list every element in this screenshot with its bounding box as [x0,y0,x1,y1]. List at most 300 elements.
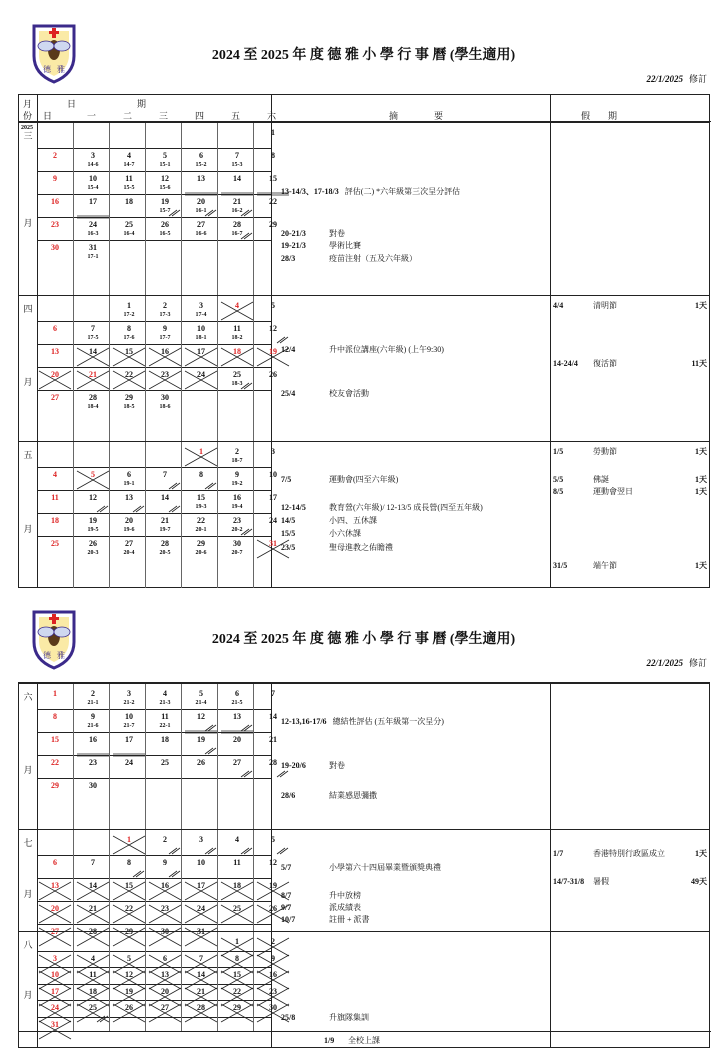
event-text: 升中放榜 [329,891,361,900]
mark-icon [147,880,183,902]
cycle-day: 18-3 [231,381,243,387]
weekday-2: 二 [123,111,133,121]
day-number: 11 [233,858,241,867]
event-date: 12/4 [281,345,296,354]
day-number: 1 [53,689,57,698]
day-number: 17 [197,881,205,890]
holiday-item [553,876,707,887]
calendar-day [147,538,183,560]
day-number: 5 [271,301,275,310]
cycle-day: 17-4 [195,312,207,318]
day-number: 3 [199,835,203,844]
calendar-day [75,219,111,241]
calendar-day [75,492,111,514]
cycle-day: 18-4 [87,404,99,410]
calendar-day [183,446,219,468]
day-number: 27 [125,539,133,548]
day-number: 14 [269,712,277,721]
header-date-top2: 期 [137,99,147,109]
day-number: 12 [89,493,97,502]
day-number: 14 [161,493,169,502]
calendar-day [255,446,291,468]
month-label: 月 [23,765,33,775]
mark-icon [37,1019,73,1041]
calendar-day [111,734,147,756]
day-number: 20 [125,516,133,525]
day-number: 13 [197,174,205,183]
calendar-day [219,150,255,172]
holiday-days: 1天 [695,475,707,484]
day-number: 12 [125,970,133,979]
event-item [281,1012,369,1023]
day-number: 22 [51,758,59,767]
holiday-name: 佛誕 [593,475,609,484]
cycle-day: 16-4 [123,231,135,237]
cycle-day: 14-7 [123,162,135,168]
cycle-day: 20-1 [195,527,207,533]
event-date: 28/3 [281,254,296,263]
cycle-day: 19-3 [195,504,207,510]
month-label: 月 [23,990,33,1000]
day-number: 19 [269,881,277,890]
cycle-day: 19-7 [159,527,171,533]
event-text: 升中派位講座(六年級) (上午9:30) [329,345,444,354]
calendar-day [37,515,73,537]
day-number: 10 [197,858,205,867]
event-item [281,760,345,771]
calendar-day [183,880,219,902]
day-number: 28 [161,539,169,548]
day-number: 19 [197,735,205,744]
calendar-day [183,734,219,756]
cycle-day: 20-4 [123,550,135,556]
calendar-day [37,1019,73,1041]
day-number: 10 [51,970,59,979]
event-text: 校友會活動 [329,389,369,398]
day-number: 9 [163,858,167,867]
calendar-day [219,834,255,856]
holiday-name: 清明節 [593,301,617,310]
holiday-name: 香港特別行政區成立 [593,849,665,858]
day-number: 12 [161,174,169,183]
event-text: 小學第六十四屆畢業暨頒獎典禮 [329,863,441,872]
mark-icon [219,757,255,779]
calendar-day [111,300,147,322]
calendar-day [37,346,73,368]
holiday-days: 49天 [691,877,707,886]
event-item [281,240,361,251]
event-text: 教育營(六年級)/ 12-13/5 成長營(四至五年級) [329,503,483,512]
day-number: 7 [91,858,95,867]
calendar-day [147,903,183,925]
day-number: 10 [197,324,205,333]
day-number: 18 [233,881,241,890]
calendar-day [147,711,183,733]
day-number: 26 [161,220,169,229]
calendar-day [75,857,111,879]
calendar-day [111,711,147,733]
day-number: 8 [127,324,131,333]
header-summary: 摘 要 [389,111,444,121]
day-number: 26 [125,1003,133,1012]
holiday-days: 1天 [695,447,707,456]
month-label: 三 [23,131,33,141]
cycle-day: 19-4 [231,504,243,510]
day-number: 22 [233,986,241,996]
calendar-day [75,446,111,468]
calendar-day [183,903,219,925]
calendar-day [147,323,183,345]
calendar-day [255,834,291,856]
event-date: 10/7 [281,915,296,924]
calendar-day [219,323,255,345]
calendar-day [111,538,147,560]
cycle-day: 15-2 [195,162,207,168]
mark-icon [183,711,219,733]
mark-icon [219,369,255,391]
calendar-day [147,515,183,537]
calendar-day [183,369,219,391]
calendar-day [111,150,147,172]
calendar-day [183,757,219,779]
cycle-day: 14-6 [87,162,99,168]
holiday-date: 31/5 [553,561,568,570]
cycle-day: 17-5 [87,335,99,341]
calendar-day [219,242,255,264]
day-number: 18 [161,735,169,744]
calendar-day [255,127,291,149]
mark-icon [147,834,183,856]
mark-icon [111,734,147,756]
day-number: 24 [51,1003,59,1012]
mark-icon [147,903,183,925]
day-number: 14 [89,347,97,356]
day-number: 29 [233,1003,241,1012]
day-number: 26 [89,539,97,548]
day-number: 20 [51,370,59,379]
mark-icon [219,219,255,241]
day-number: 30 [161,927,169,936]
event-text: 派成績表 [329,903,361,912]
calendar-day [219,469,255,491]
calendar-day [37,369,73,391]
day-number: 15 [125,347,133,356]
day-number: 8 [127,858,131,867]
cycle-day: 20-7 [231,550,243,556]
day-number: 16 [89,735,97,744]
day-number: 8 [235,953,239,963]
day-number: 28 [269,758,277,767]
event-item [281,502,483,513]
day-number: 8 [199,470,203,479]
cycle-day: 21-5 [231,700,243,706]
calendar-day [37,834,73,856]
calendar-day [75,300,111,322]
day-number: 19 [161,197,169,206]
mark-icon [147,196,183,218]
day-number: 5 [91,470,95,479]
event-date: 19-20/6 [281,761,306,770]
calendar-day [37,446,73,468]
day-number: 4 [53,470,57,479]
mark-icon [183,369,219,391]
calendar-day [183,242,219,264]
mark-icon [219,173,255,195]
mark-icon [147,857,183,879]
cycle-day: 18-1 [195,335,207,341]
calendar-day [183,300,219,322]
day-number: 10 [269,470,277,479]
cycle-day: 21-1 [87,700,99,706]
cycle-day: 19-6 [123,527,135,533]
month-label: 月 [23,524,33,534]
day-number: 26 [269,904,277,913]
calendar-day [37,711,73,733]
calendar-day [219,173,255,195]
mark-icon [147,346,183,368]
day-number: 3 [127,689,131,698]
event-item [281,862,441,873]
calendar-day [75,173,111,195]
calendar-day [219,127,255,149]
holiday-name: 復活節 [593,359,617,368]
calendar-day [75,780,111,802]
day-number: 24 [269,516,277,525]
cycle-day: 16-3 [87,231,99,237]
cycle-day: 17-6 [123,335,135,341]
day-number: 14 [89,881,97,890]
day-number: 7 [163,470,167,479]
mark-icon [111,369,147,391]
calendar-day [111,857,147,879]
day-number: 29 [197,539,205,548]
mark-icon [255,323,291,345]
calendar-day [111,369,147,391]
day-number: 19 [89,516,97,525]
cycle-day: 16-5 [159,231,171,237]
month-label: 八 [23,940,33,950]
calendar-day [75,903,111,925]
day-number: 9 [235,470,239,479]
cycle-day: 21-2 [123,700,135,706]
mark-icon [219,903,255,925]
calendar-day [75,196,111,218]
day-number: 31 [269,539,277,548]
day-number: 26 [197,758,205,767]
holiday-days: 11天 [691,359,707,368]
day-number: 25 [161,758,169,767]
event-date: 28/6 [281,791,296,800]
day-number: 12 [269,324,277,333]
calendar-day [183,346,219,368]
year-label: 2025 [21,125,33,131]
calendar-day [219,1019,255,1041]
cycle-day: 15-3 [231,162,243,168]
calendar-day [37,880,73,902]
cycle-day: 16-1 [195,208,207,214]
calendar-day [37,196,73,218]
day-number: 5 [199,689,203,698]
event-date: 23/5 [281,543,296,552]
day-number: 25 [125,220,133,229]
event-item [281,716,444,727]
mark-icon [183,446,219,468]
holiday-item [553,486,707,497]
day-number: 4 [91,953,95,963]
event-date: 12-13,16-17/6 [281,717,327,726]
calendar-day [147,219,183,241]
day-number: 1 [127,301,131,310]
cycle-day: 15-6 [159,185,171,191]
month-label: 六 [23,692,33,702]
cycle-day: 16-2 [231,208,243,214]
day-number: 29 [125,927,133,936]
day-number: 6 [163,953,167,963]
day-number: 15 [233,970,241,979]
svg-text:雅: 雅 [57,651,65,660]
calendar-day [37,150,73,172]
day-number: 2 [53,151,57,160]
calendar-day [219,492,255,514]
day-number: 22 [125,370,133,379]
weekday-0: 日 [43,111,53,121]
calendar-day [111,469,147,491]
holiday-date: 1/7 [553,849,564,858]
cycle-day: 21-7 [123,723,135,729]
event-item [281,542,393,553]
day-number: 14 [197,970,205,979]
cycle-day: 17-2 [123,312,135,318]
calendar-day [183,1019,219,1041]
cycle-day: 21-4 [195,700,207,706]
day-number: 8 [53,712,57,721]
day-number: 20 [161,986,169,996]
event-date: 9/7 [281,903,292,912]
calendar-day [147,446,183,468]
cycle-day: 20-5 [159,550,171,556]
cycle-day: 15-7 [159,208,171,214]
mark-icon [111,903,147,925]
day-number: 28 [89,393,97,402]
calendar-day [111,127,147,149]
day-number: 30 [51,243,59,252]
day-number: 19 [269,347,277,356]
day-number: 23 [269,986,277,996]
day-number: 27 [161,1003,169,1012]
mark-icon [111,880,147,902]
event-item [281,914,370,925]
day-number: 16 [161,347,169,356]
holiday-days: 1天 [695,487,707,496]
event-date: 7/5 [281,475,292,484]
day-number: 20 [233,735,241,744]
cycle-day: 19-1 [123,481,135,487]
event-date: 25/4 [281,389,296,398]
cycle-day: 17-7 [159,335,171,341]
calendar-day [111,219,147,241]
cycle-day: 21-3 [159,700,171,706]
calendar-day [147,688,183,710]
weekday-1: 一 [87,111,97,121]
calendar-day [75,369,111,391]
month-label: 四 [23,304,33,314]
calendar-day [147,369,183,391]
mark-icon [75,880,111,902]
day-number: 6 [127,470,131,479]
event-item [281,515,377,526]
day-number: 8 [271,151,275,160]
calendar-table-1 [18,94,710,588]
calendar-day [111,323,147,345]
calendar-day [147,1019,183,1041]
mark-icon [37,903,73,925]
calendar-day [255,323,291,345]
day-number: 21 [233,197,241,206]
mark-icon [37,880,73,902]
mark-icon [111,492,147,514]
mark-icon [219,515,255,537]
calendar-day [219,446,255,468]
month-section-p1-may [19,441,709,588]
day-number: 28 [233,220,241,229]
calendar-day [75,242,111,264]
holiday-item [553,848,707,859]
day-number: 4 [235,835,239,844]
day-number: 30 [269,1003,277,1012]
calendar-day [37,757,73,779]
calendar-day [183,219,219,241]
day-number: 12 [197,712,205,721]
calendar-day [183,323,219,345]
holiday-date: 5/5 [553,475,564,484]
day-number: 9 [271,953,275,963]
calendar-day [75,150,111,172]
month-section-p1-apr [19,295,709,441]
cycle-day: 18-2 [231,335,243,341]
day-number: 21 [161,516,169,525]
cycle-day: 15-1 [159,162,171,168]
calendar-day [147,492,183,514]
calendar-day [147,346,183,368]
calendar-day [111,903,147,925]
event-text: 對卷 [329,761,345,770]
day-number: 24 [125,758,133,767]
calendar-day [37,300,73,322]
day-number: 2 [271,937,275,946]
calendar-day [37,323,73,345]
mark-icon [219,346,255,368]
day-number: 14 [233,174,241,183]
calendar-day [111,834,147,856]
holiday-item [553,358,707,369]
day-number: 23 [89,758,97,767]
event-date: 8/7 [281,891,292,900]
calendar-day [219,392,255,414]
day-number: 3 [271,447,275,456]
holiday-date: 14/7-31/8 [553,877,585,886]
revision-date: 22/1/2025 修訂 [646,74,707,84]
calendar-day [111,346,147,368]
svg-text:雅: 雅 [57,65,65,74]
calendar-day [255,196,291,218]
holiday-name: 運動會翌日 [593,487,633,496]
calendar-day [183,196,219,218]
day-number: 2 [235,447,239,456]
day-number: 25 [89,1003,97,1012]
calendar-day [75,323,111,345]
calendar-day [37,492,73,514]
day-number: 21 [89,370,97,379]
